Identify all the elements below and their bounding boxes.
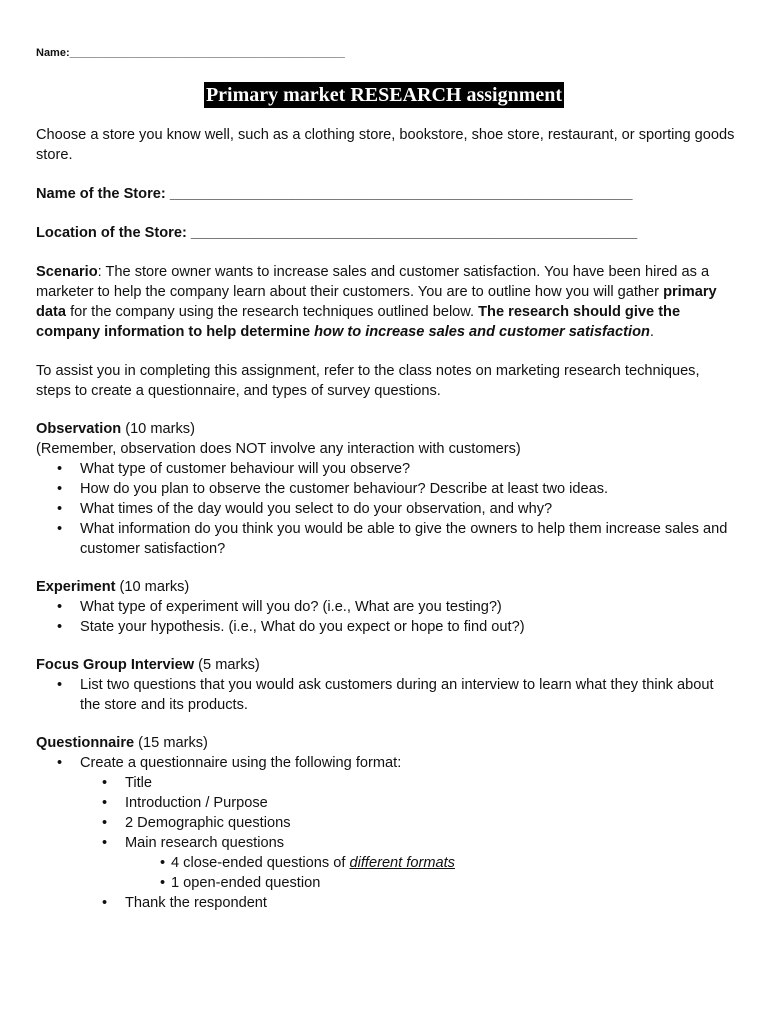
store-location-label: Location of the Store: (36, 225, 187, 241)
title-row (0, 82, 768, 108)
list-item: • 1 open-ended question (36, 873, 736, 893)
experiment-title: Experiment (36, 579, 116, 595)
scenario-end: . (649, 324, 654, 340)
store-location-field (36, 223, 736, 243)
store-name-blank[interactable]: _________________________________________________________ (169, 186, 633, 202)
questionnaire-title: Questionnaire (36, 735, 135, 751)
name-field (36, 47, 345, 59)
list-item: • What type of customer behaviour will you observe? (36, 459, 736, 479)
list-item: • 2 Demographic questions (36, 813, 736, 833)
primary-data-term: primary data (36, 284, 717, 320)
questionnaire-marks: (15 marks) (134, 735, 208, 751)
scenario-bold-sentence: The research should give the company information to help determine (36, 304, 681, 340)
scenario-text-2: for the company using the research techniques outlined below. (66, 304, 479, 320)
observation-heading (36, 419, 736, 439)
experiment-list (36, 597, 736, 637)
list-item: • State your hypothesis. (i.e., What do you expect or hope to find out?) (36, 617, 736, 637)
focus-group-title: Focus Group Interview (36, 657, 195, 673)
focus-group-heading (36, 655, 736, 675)
observation-note: (Remember, observation does NOT involve any interaction with customers) (36, 441, 521, 457)
list-item: • What type of experiment will you do? (i.e., What are you testing?) (36, 597, 736, 617)
experiment-marks: (10 marks) (115, 579, 190, 595)
assist-paragraph: To assist you in completing this assignment, refer to the class notes on marketing research techniques, steps to create a questionnaire, and types of survey questions. (36, 363, 700, 399)
scenario-paragraph (36, 262, 736, 342)
list-item: • How do you plan to observe the customer behaviour? Describe at least two ideas. (36, 479, 736, 499)
focus-group-marks: (5 marks) (194, 657, 260, 673)
list-item: • List two questions that you would ask customers during an interview to learn what they think about the store and its products. (36, 675, 736, 715)
observation-title: Observation (36, 421, 122, 437)
list-item: • Title (36, 773, 736, 793)
name-label: Name: (36, 47, 70, 59)
different-formats-text: different formats (349, 855, 455, 871)
list-item: • What information do you think you would be able to give the owners to help them increase sales and customer satisfaction? (36, 519, 736, 559)
experiment-heading (36, 577, 736, 597)
store-name-field (36, 184, 736, 204)
list-item: • Introduction / Purpose (36, 793, 736, 813)
list-item: • Create a questionnaire using the following format: (36, 753, 736, 773)
observation-marks: (10 marks) (121, 421, 195, 437)
page-title: Primary market RESEARCH assignment (205, 84, 563, 106)
scenario-text-1: : The store owner wants to increase sales and customer satisfaction. You have been hired as a marketer to help the company learn about their customers. You are to outline how you will gather (36, 264, 710, 300)
intro-paragraph: Choose a store you know well, such as a clothing store, bookstore, shoe store, restaurant, or sporting goods store. (36, 127, 735, 163)
list-item: • Thank the respondent (36, 893, 736, 913)
list-item: • What times of the day would you select to do your observation, and why? (36, 499, 736, 519)
list-item (36, 853, 736, 873)
name-blank[interactable]: _____________________________________________ (69, 47, 345, 59)
questionnaire-heading (36, 733, 736, 753)
questionnaire-list (36, 753, 736, 913)
store-location-blank[interactable]: _______________________________________________________ (190, 225, 638, 241)
scenario-goal: how to increase sales and customer satisfaction (314, 324, 650, 340)
list-item: • Main research questions (36, 833, 736, 853)
observation-list (36, 459, 736, 559)
document-body (36, 125, 736, 913)
store-name-label: Name of the Store: (36, 186, 166, 202)
closed-questions-text: 4 close-ended questions of (171, 855, 350, 871)
focus-group-list (36, 675, 736, 715)
scenario-label: Scenario (36, 264, 98, 280)
